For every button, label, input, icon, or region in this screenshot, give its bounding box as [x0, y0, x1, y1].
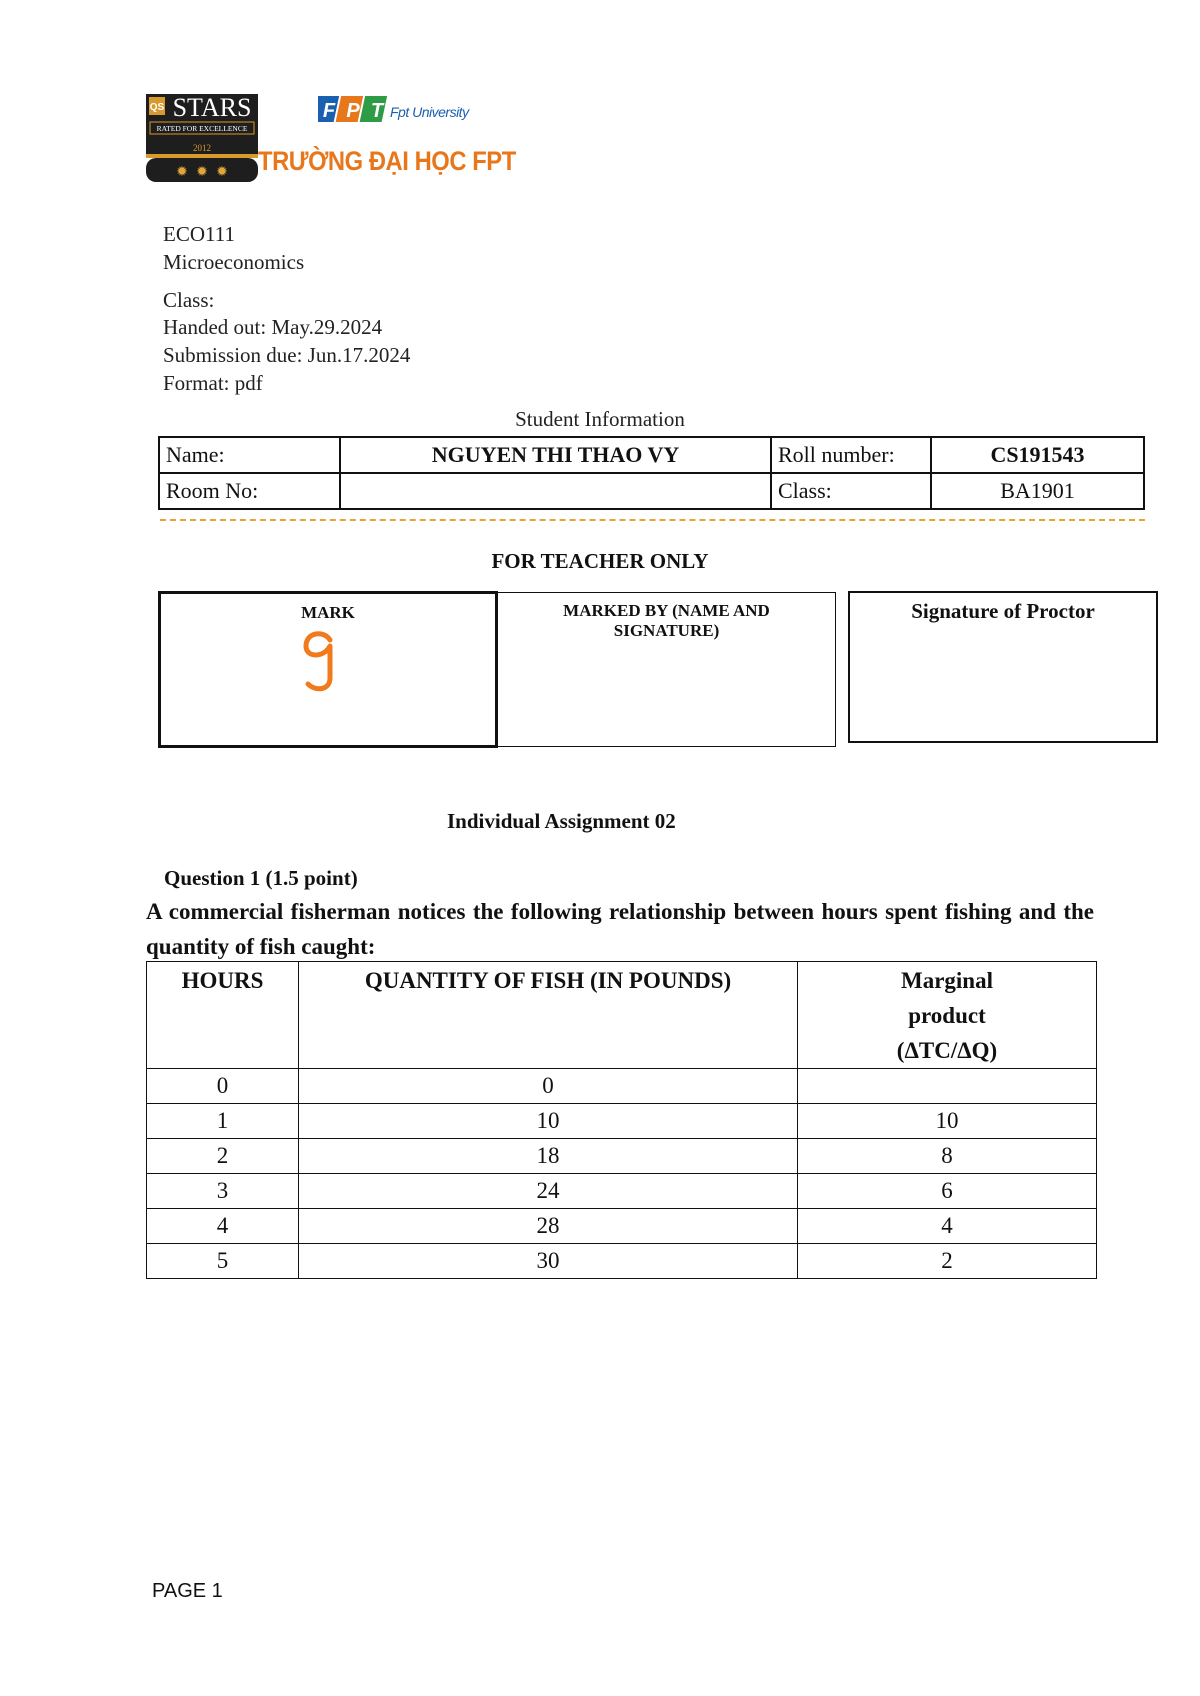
cell-marginal: 4: [798, 1209, 1097, 1244]
header-quantity: QUANTITY OF FISH (IN POUNDS): [299, 962, 798, 1069]
svg-text:F: F: [322, 100, 336, 122]
student-info-caption: Student Information: [515, 407, 685, 431]
handed-out: Handed out: May.29.2024: [163, 315, 383, 339]
class-value: BA1901: [931, 473, 1144, 509]
svg-text:STARS: STARS: [172, 94, 252, 122]
svg-text:RATED FOR EXCELLENCE: RATED FOR EXCELLENCE: [156, 124, 248, 133]
qs-stars-logo: [146, 94, 258, 182]
name-value: NGUYEN THI THAO VY: [340, 437, 771, 473]
proctor-box: [848, 591, 1158, 743]
cell-marginal: 8: [798, 1139, 1097, 1174]
roll-label: Roll number:: [771, 437, 931, 473]
student-info-table: [158, 436, 1145, 510]
table-row: [147, 1209, 1097, 1244]
cell-hours: 3: [147, 1174, 299, 1209]
cell-hours: 1: [147, 1104, 299, 1139]
class-label: Class:: [771, 473, 931, 509]
cell-hours: 5: [147, 1244, 299, 1279]
svg-text:✹: ✹: [176, 165, 188, 180]
roll-value: CS191543: [931, 437, 1144, 473]
table-row: [147, 1104, 1097, 1139]
header-marginal: Marginal product (ΔTC/ΔQ): [798, 962, 1097, 1069]
course-code: ECO111: [163, 222, 235, 246]
assignment-title: Individual Assignment 02: [447, 809, 676, 833]
question-title: Question 1 (1.5 point): [164, 866, 358, 890]
handwritten-mark: [296, 626, 346, 696]
room-label: Room No:: [159, 473, 340, 509]
fpt-university-text: Fpt University: [390, 104, 469, 120]
submission-due: Submission due: Jun.17.2024: [163, 343, 411, 367]
class-line: Class:: [163, 288, 215, 312]
cell-marginal: 2: [798, 1244, 1097, 1279]
room-value: [340, 473, 771, 509]
proctor-label: Signature of Proctor: [911, 599, 1095, 623]
cell-marginal: [798, 1069, 1097, 1104]
cell-quantity: 18: [299, 1139, 798, 1174]
table-row: [147, 1069, 1097, 1104]
marked-by-box: [497, 592, 836, 747]
format-line: Format: pdf: [163, 371, 263, 395]
page-number: PAGE 1: [152, 1580, 223, 1602]
cell-marginal: 10: [798, 1104, 1097, 1139]
cell-quantity: 24: [299, 1174, 798, 1209]
question-text: A commercial fisherman notices the following relationship between hours spent fishing and the quantity of fish caught:: [146, 899, 1094, 959]
teacher-only-title: FOR TEACHER ONLY: [491, 549, 709, 573]
marked-by-label: MARKED BY (NAME AND SIGNATURE): [563, 601, 770, 640]
name-label: Name:: [159, 437, 340, 473]
cell-hours: 4: [147, 1209, 299, 1244]
svg-text:P: P: [346, 100, 360, 122]
course-name: Microeconomics: [163, 250, 305, 274]
dashed-divider: [160, 519, 1145, 521]
mark-label: MARK: [301, 603, 355, 622]
svg-text:2012: 2012: [193, 143, 211, 153]
cell-hours: 0: [147, 1069, 299, 1104]
svg-text:✹: ✹: [216, 165, 228, 180]
table-row: [147, 1139, 1097, 1174]
cell-quantity: 28: [299, 1209, 798, 1244]
table-row: [147, 1244, 1097, 1279]
cell-quantity: 0: [299, 1069, 798, 1104]
svg-text:QS: QS: [149, 102, 165, 113]
svg-text:T: T: [370, 100, 384, 122]
cell-quantity: 30: [299, 1244, 798, 1279]
cell-marginal: 6: [798, 1174, 1097, 1209]
cell-quantity: 10: [299, 1104, 798, 1139]
cell-hours: 2: [147, 1139, 299, 1174]
header-hours: HOURS: [147, 962, 299, 1069]
svg-text:✹: ✹: [196, 165, 208, 180]
table-row: [147, 1174, 1097, 1209]
table-header-row: [147, 962, 1097, 1069]
school-name: TRƯỜNG ĐẠI HỌC FPT: [258, 146, 516, 176]
fish-table: [146, 961, 1097, 1279]
